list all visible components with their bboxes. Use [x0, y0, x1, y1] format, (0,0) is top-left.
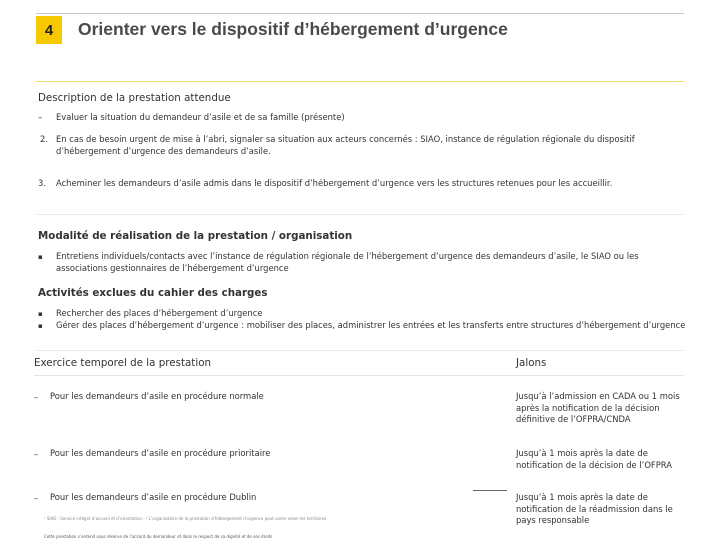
- bullet-icon: ▪: [38, 322, 43, 330]
- footnote-line-1: ¹ SIAO : Service intégré d’accueil et d’orientation ; ² L’organisation de la prestation d’hébergement d’urgence peut varier selon les territoires: [44, 516, 327, 521]
- exercice-heading: Exercice temporel de la prestation: [34, 357, 212, 369]
- modalite-heading: Modalité de réalisation de la prestation / organisation: [38, 230, 353, 242]
- exercice-row-marker: –: [34, 493, 39, 503]
- header-top-rule: [36, 13, 684, 14]
- header-accent-rule: [36, 81, 684, 82]
- description-item: Evaluer la situation du demandeur d’asile et de sa famille (présente): [56, 112, 345, 122]
- bullet-icon: ▪: [38, 253, 43, 261]
- exclues-item: Rechercher des places d’hébergement d’urgence: [56, 308, 263, 318]
- section-divider: [36, 214, 684, 215]
- exercice-row-marker: –: [34, 449, 39, 459]
- slide-number-badge: 4: [36, 16, 62, 44]
- exercice-row-label: Pour les demandeurs d’asile en procédure prioritaire: [50, 448, 271, 458]
- footnote-line-2: Cette prestation s’entend sous réserve de l’accord du demandeur et dans le respect de sa dignité et de ses droits: [44, 534, 273, 539]
- jalon-text: Jusqu’à l’admission en CADA ou 1 mois après la notification de la décision définitive de l’OFPRA/CNDA: [516, 391, 680, 424]
- modalite-item: Entretiens individuels/contacts avec l’instance de régulation régionale de l’hébergement d’urgence des demandeurs d’asile, le SIAO ou les associations gestionnaires de l’hébergement d’urgence: [56, 251, 639, 273]
- exclues-heading: Activités exclues du cahier des charges: [38, 287, 268, 299]
- exercice-divider: [34, 375, 684, 376]
- page-title: Orienter vers le dispositif d’hébergement d’urgence: [78, 19, 508, 39]
- description-heading: Description de la prestation attendue: [38, 92, 231, 104]
- jalon-text: Jusqu’à 1 mois après la date de notification de la décision de l’OFPRA: [516, 448, 672, 470]
- description-item-marker: –: [38, 112, 43, 122]
- jalons-heading: Jalons: [516, 357, 547, 369]
- description-item-marker: 2.: [40, 134, 48, 144]
- section-divider: [36, 350, 684, 351]
- short-rule: [473, 490, 507, 491]
- description-item-marker: 3.: [38, 178, 46, 188]
- exercice-row-label: Pour les demandeurs d’asile en procédure Dublin: [50, 492, 257, 502]
- bullet-icon: ▪: [38, 310, 43, 318]
- description-item: En cas de besoin urgent de mise à l’abri, signaler sa situation aux acteurs concernés : SIAO, instance de régulation régionale du dispositif d’hébergement d’urgence des demandeurs d’asile.: [56, 134, 635, 156]
- jalon-text: Jusqu’à 1 mois après la date de notification de la réadmission dans le pays responsable: [516, 492, 673, 525]
- exercice-row-marker: –: [34, 392, 39, 402]
- exercice-row-label: Pour les demandeurs d’asile en procédure normale: [50, 391, 264, 401]
- description-item: Acheminer les demandeurs d’asile admis dans le dispositif d’hébergement d’urgence vers les structures retenues pour les accueillir.: [56, 178, 613, 188]
- exclues-item: Gérer des places d’hébergement d’urgence : mobiliser des places, administrer les entrées et les transferts entre structures d’hébergement d’urgence: [56, 320, 686, 330]
